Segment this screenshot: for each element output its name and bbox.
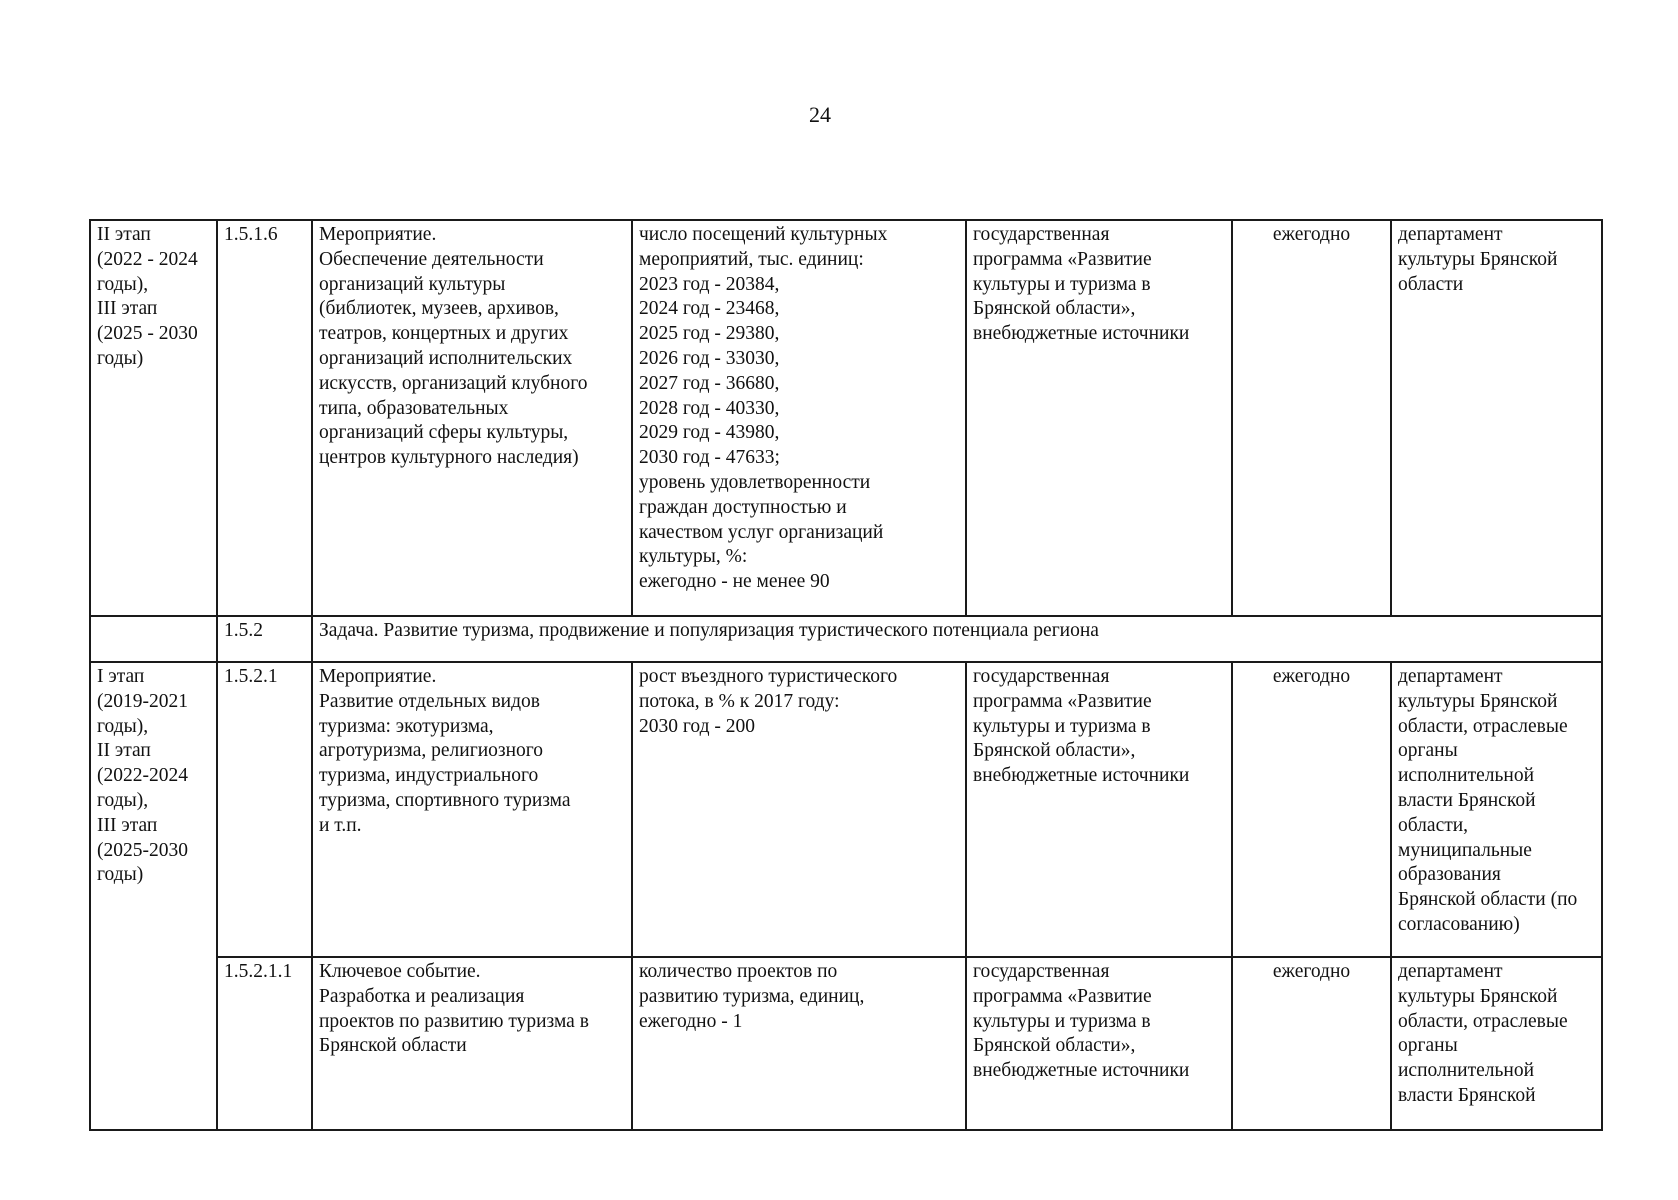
- source-cell: [966, 220, 1232, 616]
- code-cell: [217, 616, 312, 662]
- responsible-line: органы: [1398, 740, 1458, 762]
- indicator-line: 2025 год - 29380,: [639, 323, 780, 345]
- activity-line: Развитие отдельных видов: [319, 690, 540, 712]
- source-line: Брянской области»,: [973, 740, 1136, 762]
- activity-line: искусств, организаций клубного: [319, 372, 588, 394]
- indicator-cell: [632, 662, 966, 957]
- responsible-line: исполнительной: [1398, 765, 1535, 787]
- indicator-line: 2026 год - 33030,: [639, 347, 780, 369]
- responsible-line: области,: [1398, 814, 1469, 836]
- indicator-line: потока, в % к 2017 году:: [639, 690, 840, 712]
- stage-line: I этап: [97, 666, 145, 687]
- activity-line: (библиотек, музеев, архивов,: [319, 298, 559, 320]
- stage-line: II этап: [97, 224, 151, 245]
- activity-line: Брянской области: [319, 1035, 467, 1057]
- source-line: культуры и туризма в: [973, 715, 1151, 737]
- responsible-line: области, отраслевые: [1398, 1010, 1568, 1032]
- responsible-line: культуры Брянской: [1398, 690, 1558, 712]
- code-cell: [217, 957, 312, 1130]
- source-line: внебюджетные источники: [973, 765, 1190, 787]
- frequency-cell: [1232, 220, 1391, 616]
- source-line: программа «Развитие: [973, 690, 1152, 712]
- source-line: государственная: [973, 224, 1110, 245]
- task-text: Задача. Развитие туризма, продвижение и популяризация туристического потенциала региона: [319, 620, 1099, 641]
- item-code: 1.5.2.1.1: [224, 961, 293, 982]
- source-line: культуры и туризма в: [973, 1010, 1151, 1032]
- plan-table: [89, 219, 1603, 1131]
- activity-line: театров, концертных и других: [319, 323, 569, 345]
- responsible-line: муниципальные: [1398, 839, 1532, 861]
- indicator-line: развитию туризма, единиц,: [639, 985, 865, 1007]
- source-cell: [966, 662, 1232, 957]
- activity-line: организаций сферы культуры,: [319, 422, 569, 444]
- indicator-line: количество проектов по: [639, 961, 838, 982]
- activity-line: агротуризма, религиозного: [319, 740, 544, 762]
- stage-line: годы),: [97, 715, 149, 737]
- activity-line: организаций культуры: [319, 273, 506, 295]
- stage-line: годы): [97, 347, 144, 369]
- responsible-cell: [1391, 662, 1602, 957]
- frequency-cell: [1232, 662, 1391, 957]
- activity-cell: [312, 957, 632, 1130]
- responsible-line: департамент: [1398, 224, 1503, 245]
- stage-line: (2019-2021: [97, 690, 188, 712]
- responsible-line: области, отраслевые: [1398, 715, 1568, 737]
- responsible-line: образования: [1398, 864, 1501, 886]
- responsible-line: департамент: [1398, 666, 1503, 687]
- activity-line: проектов по развитию туризма в: [319, 1010, 589, 1032]
- indicator-cell: [632, 957, 966, 1130]
- activity-line: организаций исполнительских: [319, 347, 573, 369]
- activity-line: Ключевое событие.: [319, 961, 481, 982]
- table-row: [90, 957, 1602, 1130]
- activity-line: туризма: экотуризма,: [319, 715, 494, 737]
- item-code: 1.5.1.6: [224, 224, 278, 245]
- indicator-line: граждан доступностью и: [639, 496, 847, 518]
- responsible-line: области: [1398, 273, 1464, 295]
- indicator-line: 2024 год - 23468,: [639, 298, 780, 320]
- stage-cell: [90, 662, 217, 1130]
- indicator-line: 2023 год - 20384,: [639, 273, 780, 295]
- frequency-text: ежегодно: [1272, 224, 1351, 245]
- frequency-text: ежегодно: [1272, 961, 1351, 982]
- stage-line: (2025 - 2030: [97, 323, 198, 345]
- stage-line: (2025-2030: [97, 839, 188, 861]
- indicator-line: 2030 год - 200: [639, 715, 755, 737]
- stage-line: годы): [97, 864, 144, 886]
- stage-line: II этап: [97, 740, 151, 762]
- responsible-line: согласованию): [1398, 913, 1520, 935]
- source-line: внебюджетные источники: [973, 1060, 1190, 1082]
- source-line: программа «Развитие: [973, 248, 1152, 270]
- activity-line: туризма, индустриального: [319, 765, 539, 787]
- indicator-line: ежегодно - не менее 90: [639, 571, 830, 593]
- indicator-line: 2028 год - 40330,: [639, 397, 780, 419]
- activity-line: типа, образовательных: [319, 397, 509, 419]
- responsible-cell: [1391, 220, 1602, 616]
- activity-line: и т.п.: [319, 814, 362, 836]
- responsible-line: Брянской области (по: [1398, 889, 1578, 911]
- activity-line: Мероприятие.: [319, 666, 437, 687]
- stage-line: III этап: [97, 298, 158, 320]
- indicator-line: ежегодно - 1: [639, 1010, 743, 1032]
- page-number: 24: [809, 102, 831, 127]
- stage-cell: [90, 616, 217, 662]
- item-code: 1.5.2: [224, 620, 263, 641]
- responsible-line: органы: [1398, 1035, 1458, 1057]
- indicator-line: культуры, %:: [639, 546, 748, 568]
- responsible-line: департамент: [1398, 961, 1503, 982]
- indicator-line: число посещений культурных: [639, 224, 888, 245]
- frequency-text: ежегодно: [1272, 666, 1351, 687]
- item-code: 1.5.2.1: [224, 666, 278, 687]
- stage-line: годы),: [97, 789, 149, 811]
- source-line: государственная: [973, 961, 1110, 982]
- stage-line: (2022 - 2024: [97, 248, 198, 270]
- table-row: [90, 616, 1602, 662]
- activity-cell: [312, 220, 632, 616]
- responsible-line: власти Брянской: [1398, 789, 1536, 811]
- code-cell: [217, 220, 312, 616]
- responsible-line: исполнительной: [1398, 1060, 1535, 1082]
- source-line: культуры и туризма в: [973, 273, 1151, 295]
- activity-line: Обеспечение деятельности: [319, 248, 544, 270]
- stage-cell: [90, 220, 217, 616]
- responsible-line: власти Брянской: [1398, 1084, 1536, 1106]
- activity-line: Мероприятие.: [319, 224, 437, 245]
- activity-line: Разработка и реализация: [319, 985, 525, 1007]
- code-cell: [217, 662, 312, 957]
- stage-line: III этап: [97, 814, 158, 836]
- indicator-line: 2027 год - 36680,: [639, 372, 780, 394]
- indicator-line: 2029 год - 43980,: [639, 422, 780, 444]
- indicator-line: рост въездного туристического: [639, 666, 898, 687]
- stage-line: годы),: [97, 273, 149, 295]
- activity-cell: [312, 662, 632, 957]
- frequency-cell: [1232, 957, 1391, 1130]
- responsible-line: культуры Брянской: [1398, 248, 1558, 270]
- responsible-line: культуры Брянской: [1398, 985, 1558, 1007]
- responsible-cell: [1391, 957, 1602, 1130]
- table-row: [90, 220, 1602, 616]
- task-cell: [312, 616, 1602, 662]
- indicator-line: мероприятий, тыс. единиц:: [639, 248, 864, 270]
- table-row: [90, 662, 1602, 957]
- indicator-line: 2030 год - 47633;: [639, 447, 780, 469]
- activity-line: центров культурного наследия): [319, 447, 579, 469]
- activity-line: туризма, спортивного туризма: [319, 789, 571, 811]
- source-line: Брянской области»,: [973, 1035, 1136, 1057]
- indicator-line: уровень удовлетворенности: [639, 471, 871, 493]
- stage-line: (2022-2024: [97, 765, 188, 787]
- source-line: программа «Развитие: [973, 985, 1152, 1007]
- source-cell: [966, 957, 1232, 1130]
- indicator-line: качеством услуг организаций: [639, 521, 884, 543]
- source-line: внебюджетные источники: [973, 323, 1190, 345]
- source-line: государственная: [973, 666, 1110, 687]
- source-line: Брянской области»,: [973, 298, 1136, 320]
- indicator-cell: [632, 220, 966, 616]
